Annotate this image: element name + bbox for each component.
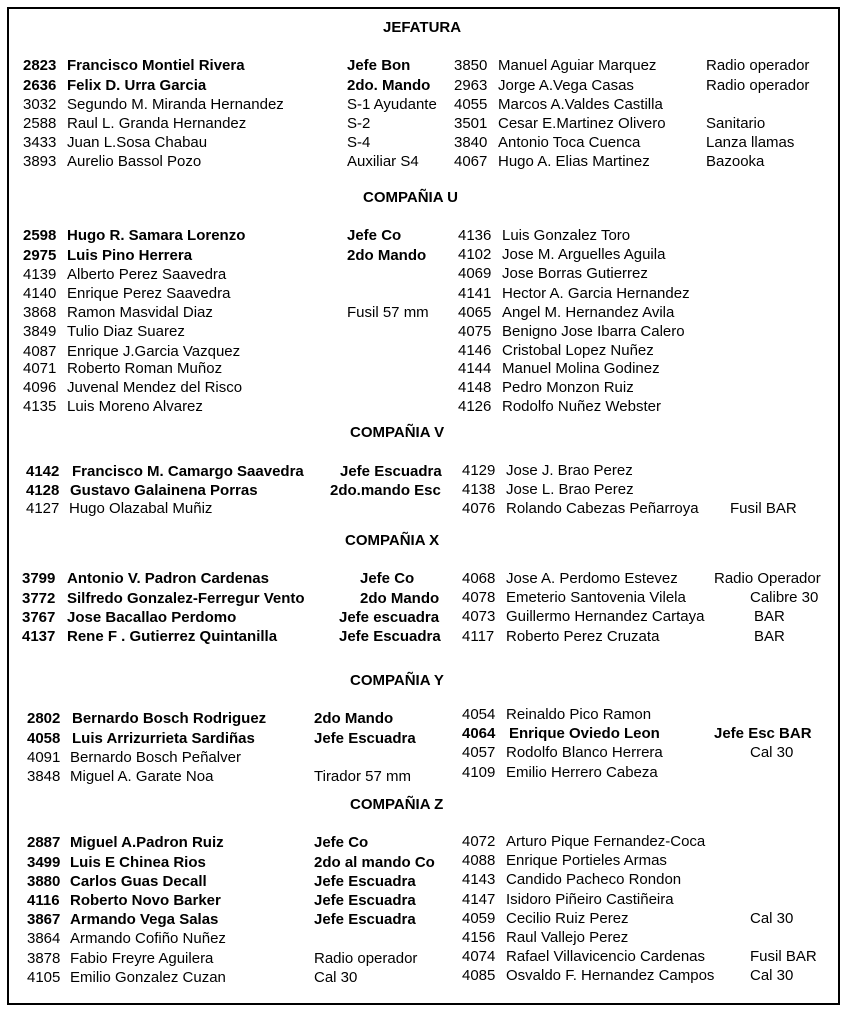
member-number: 2588 [23, 115, 57, 132]
member-name: Rene F . Gutierrez Quintanilla [67, 628, 278, 645]
member-number: 4075 [458, 323, 492, 340]
member-number: 4087 [23, 343, 57, 360]
member-role: Lanza llamas [706, 134, 795, 151]
member-number: 3032 [23, 96, 57, 113]
member-number: 4142 [26, 463, 60, 480]
member-number: 3772 [22, 590, 56, 607]
section-title: COMPAÑIA Z [350, 796, 444, 813]
member-name: Manuel Molina Godinez [502, 360, 660, 377]
member-name: Jose A. Perdomo Estevez [506, 570, 678, 587]
member-number: 4059 [462, 910, 496, 927]
member-name: Enrique J.Garcia Vazquez [67, 343, 241, 360]
member-number: 4105 [27, 969, 61, 986]
member-number: 4073 [462, 608, 496, 625]
member-name: Osvaldo F. Hernandez Campos [506, 967, 715, 984]
member-name: Hector A. Garcia Hernandez [502, 285, 690, 302]
section-title: COMPAÑIA Y [350, 672, 444, 689]
member-role: Jefe Escuadra [339, 628, 441, 645]
member-name: Carlos Guas Decall [70, 873, 207, 890]
member-number: 4074 [462, 948, 496, 965]
section-title: COMPAÑIA V [350, 424, 445, 441]
member-role: Cal 30 [314, 969, 358, 986]
member-name: Rodolfo Nuñez Webster [502, 398, 661, 415]
member-number: 2802 [27, 710, 61, 727]
member-role: Jefe Co [314, 834, 369, 851]
member-role: Jefe Bon [347, 57, 411, 74]
member-number: 4057 [462, 744, 496, 761]
member-role: Jefe Escuadra [314, 730, 416, 747]
member-name: Rodolfo Blanco Herrera [506, 744, 663, 761]
member-number: 4102 [458, 246, 492, 263]
member-name: Guillermo Hernandez Cartaya [506, 608, 705, 625]
member-role: Radio operador [314, 950, 418, 967]
member-name: Cecilio Ruiz Perez [506, 910, 629, 927]
member-name: Roberto Perez Cruzata [506, 628, 660, 645]
member-number: 4055 [454, 96, 488, 113]
member-name: Hugo Olazabal Muñiz [69, 500, 213, 517]
member-name: Miguel A. Garate Noa [70, 768, 214, 785]
member-name: Armando Vega Salas [70, 911, 219, 928]
member-name: Emilio Gonzalez Cuzan [70, 969, 226, 986]
member-number: 3880 [27, 873, 61, 890]
member-number: 4076 [462, 500, 496, 517]
member-name: Jose Bacallao Perdomo [67, 609, 237, 626]
member-name: Luis Moreno Alvarez [67, 398, 203, 415]
member-name: Miguel A.Padron Ruiz [70, 834, 224, 851]
member-name: Rafael Villavicencio Cardenas [506, 948, 705, 965]
member-name: Antonio V. Padron Cardenas [67, 570, 269, 587]
member-name: Marcos A.Valdes Castilla [498, 96, 663, 113]
member-name: Jose L. Brao Perez [506, 481, 634, 498]
member-number: 4137 [22, 628, 56, 645]
member-name: Cesar E.Martinez Olivero [498, 115, 666, 132]
member-role: Auxiliar S4 [347, 153, 419, 170]
member-number: 3864 [27, 930, 61, 947]
member-name: Candido Pacheco Rondon [506, 871, 682, 888]
member-role: Jefe Escuadra [314, 873, 416, 890]
member-number: 4136 [458, 227, 492, 244]
member-name: Angel M. Hernandez Avila [502, 304, 675, 321]
member-role: Jefe escuadra [339, 609, 440, 626]
member-name: Roberto Novo Barker [70, 892, 221, 909]
member-name: Reinaldo Pico Ramon [506, 706, 652, 723]
member-name: Emilio Herrero Cabeza [506, 764, 658, 781]
member-number: 4096 [23, 379, 57, 396]
member-name: Benigno Jose Ibarra Calero [502, 323, 685, 340]
member-number: 3849 [23, 323, 57, 340]
member-number: 3501 [454, 115, 488, 132]
member-number: 4135 [23, 398, 57, 415]
member-role: S-2 [347, 115, 371, 132]
member-number: 3499 [27, 854, 61, 871]
member-name: Luis Arrizurrieta Sardiñas [72, 730, 255, 747]
member-number: 4127 [26, 500, 60, 517]
member-role: Fusil BAR [750, 948, 817, 965]
member-number: 4126 [458, 398, 492, 415]
member-role: BAR [754, 608, 785, 625]
member-number: 4067 [454, 153, 488, 170]
member-role: Cal 30 [750, 967, 794, 984]
member-number: 2975 [23, 247, 57, 264]
member-number: 2598 [23, 227, 57, 244]
member-number: 4128 [26, 482, 60, 499]
member-number: 4071 [23, 360, 57, 377]
member-number: 4068 [462, 570, 496, 587]
member-number: 3893 [23, 153, 57, 170]
member-number: 4065 [458, 304, 492, 321]
member-number: 3799 [22, 570, 56, 587]
member-number: 4141 [458, 285, 492, 302]
member-number: 4148 [458, 379, 492, 396]
member-name: Pedro Monzon Ruiz [502, 379, 634, 396]
member-role: Radio Operador [714, 570, 821, 587]
member-number: 4091 [27, 749, 61, 766]
member-number: 4140 [23, 285, 57, 302]
member-number: 2823 [23, 57, 57, 74]
member-number: 3840 [454, 134, 488, 151]
member-number: 3850 [454, 57, 488, 74]
member-number: 4085 [462, 967, 496, 984]
member-role: Sanitario [706, 115, 766, 132]
member-name: Jorge A.Vega Casas [498, 77, 634, 94]
member-role: 2do Mando [314, 710, 394, 727]
section-title: COMPAÑIA X [345, 532, 440, 549]
member-number: 4109 [462, 764, 496, 781]
member-role: 2do. Mando [347, 77, 431, 94]
member-number: 3878 [27, 950, 61, 967]
member-number: 4116 [27, 892, 60, 909]
member-name: Aurelio Bassol Pozo [67, 153, 202, 170]
member-name: Hugo R. Samara Lorenzo [67, 227, 246, 244]
member-name: Antonio Toca Cuenca [498, 134, 641, 151]
member-role: S-1 Ayudante [347, 96, 437, 113]
member-name: Luis E Chinea Rios [70, 854, 206, 871]
member-name: Isidoro Piñeiro Castiñeira [506, 891, 674, 908]
member-role: Fusil BAR [730, 500, 797, 517]
member-name: Fabio Freyre Aguilera [70, 950, 214, 967]
member-number: 3433 [23, 134, 57, 151]
section-title: JEFATURA [383, 19, 462, 36]
member-role: Fusil 57 mm [347, 304, 429, 321]
member-number: 4058 [27, 730, 61, 747]
member-name: Jose Borras Gutierrez [502, 265, 648, 282]
member-name: Enrique Perez Saavedra [67, 285, 231, 302]
member-number: 3848 [27, 768, 61, 785]
member-role: Jefe Co [360, 570, 415, 587]
member-name: Jose J. Brao Perez [506, 462, 633, 479]
member-name: Juan L.Sosa Chabau [67, 134, 208, 151]
member-number: 4054 [462, 706, 496, 723]
section-title: COMPAÑIA U [363, 189, 458, 206]
member-role: Cal 30 [750, 910, 794, 927]
member-number: 4078 [462, 589, 496, 606]
member-number: 4072 [462, 833, 496, 850]
member-name: Juvenal Mendez del Risco [67, 379, 243, 396]
member-number: 4088 [462, 852, 496, 869]
member-number: 4143 [462, 871, 496, 888]
member-name: Emeterio Santovenia Vilela [506, 589, 686, 606]
member-name: Rolando Cabezas Peñarroya [506, 500, 699, 517]
member-role: Jefe Escuadra [314, 911, 416, 928]
member-name: Felix D. Urra Garcia [67, 77, 207, 94]
member-role: Jefe Co [347, 227, 402, 244]
member-name: Roberto Roman Muñoz [67, 360, 223, 377]
member-role: 2do Mando [347, 247, 427, 264]
member-name: Tulio Diaz Suarez [67, 323, 185, 340]
member-number: 4129 [462, 462, 496, 479]
member-name: Segundo M. Miranda Hernandez [67, 96, 284, 113]
member-role: S-4 [347, 134, 371, 151]
member-name: Silfredo Gonzalez-Ferregur Vento [67, 590, 305, 607]
member-number: 4144 [458, 360, 492, 377]
member-role: Radio operador [706, 77, 810, 94]
member-name: Alberto Perez Saavedra [67, 266, 227, 283]
member-name: Jose M. Arguelles Aguila [502, 246, 666, 263]
member-name: Enrique Oviedo Leon [509, 725, 660, 742]
member-number: 4138 [462, 481, 496, 498]
member-name: Luis Gonzalez Toro [502, 227, 631, 244]
member-role: 2do.mando Esc [330, 482, 441, 499]
member-number: 4064 [462, 725, 496, 742]
member-name: Francisco M. Camargo Saavedra [72, 463, 304, 480]
member-role: 2do al mando Co [314, 854, 435, 871]
member-name: Raul Vallejo Perez [506, 929, 629, 946]
member-role: Cal 30 [750, 744, 794, 761]
member-name: Manuel Aguiar Marquez [498, 57, 657, 74]
member-role: BAR [754, 628, 785, 645]
member-name: Francisco Montiel Rivera [67, 57, 245, 74]
member-number: 4117 [462, 628, 495, 645]
member-number: 4069 [458, 265, 492, 282]
member-name: Cristobal Lopez Nuñez [502, 342, 654, 359]
member-role: Tirador 57 mm [314, 768, 411, 785]
member-name: Armando Cofiño Nuñez [70, 930, 226, 947]
member-role: Bazooka [706, 153, 765, 170]
member-role: 2do Mando [360, 590, 440, 607]
member-role: Jefe Escuadra [314, 892, 416, 909]
member-number: 4156 [462, 929, 496, 946]
member-number: 3868 [23, 304, 57, 321]
member-number: 2636 [23, 77, 57, 94]
member-name: Raul L. Granda Hernandez [67, 115, 247, 132]
member-name: Hugo A. Elias Martinez [498, 153, 650, 170]
member-name: Bernardo Bosch Rodriguez [72, 710, 267, 727]
member-number: 3767 [22, 609, 56, 626]
member-role: Calibre 30 [750, 589, 819, 606]
member-number: 4146 [458, 342, 492, 359]
member-role: Radio operador [706, 57, 810, 74]
member-name: Bernardo Bosch Peñalver [70, 749, 241, 766]
member-number: 2887 [27, 834, 61, 851]
member-number: 4147 [462, 891, 496, 908]
member-name: Gustavo Galainena Porras [70, 482, 258, 499]
member-role: Jefe Esc BAR [714, 725, 812, 742]
member-number: 4139 [23, 266, 57, 283]
member-name: Ramon Masvidal Diaz [67, 304, 213, 321]
member-name: Luis Pino Herrera [67, 247, 193, 264]
member-name: Enrique Portieles Armas [506, 852, 667, 869]
member-name: Arturo Pique Fernandez-Coca [506, 833, 706, 850]
member-role: Jefe Escuadra [340, 463, 442, 480]
member-number: 3867 [27, 911, 61, 928]
member-number: 2963 [454, 77, 488, 94]
